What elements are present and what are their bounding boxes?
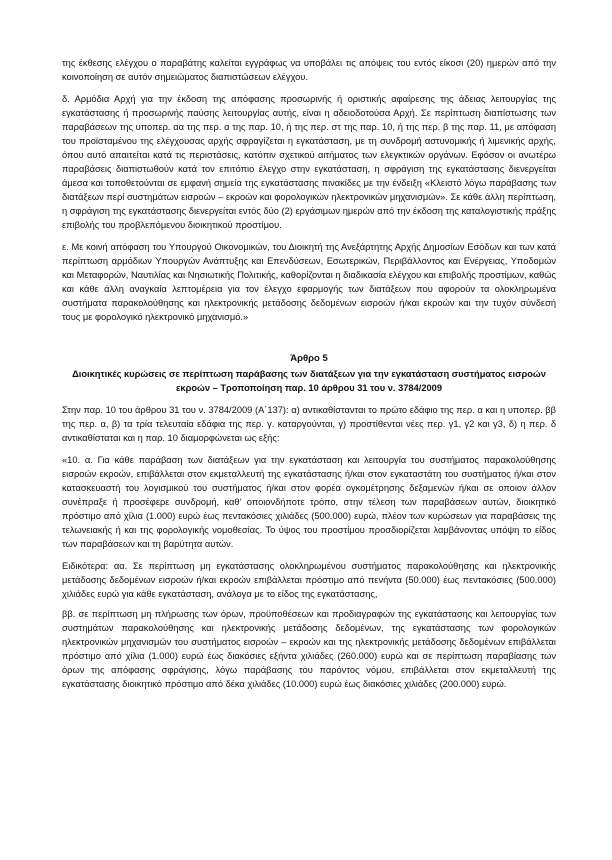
article-heading: Διοικητικές κυρώσεις σε περίπτωση παράβασης των διατάξεων για την εγκατάσταση συστήματος εισροών εκροών – Τροποποίηση παρ. 10 άρθρου 31 του ν. 3784/2009 bbox=[72, 369, 546, 393]
paragraph-specifically-aa: Ειδικότερα: αα. Σε περίπτωση μη εγκατάστασης ολοκληρωμένου συστήματος παρακολούθησης και ηλεκτρονικής μετάδοσης δεδομένων εισροών ή/και εκροών επιβάλλεται πρόστιμο από πενήντα (50.000) έως πεντακόσιες (500.000) χιλιάδες ευρώ για κάθε εγκατάσταση, ανάλογα με το είδος της εγκατάστασης, bbox=[62, 561, 556, 599]
paragraph-bb: ββ. σε περίπτωση μη πλήρωσης των όρων, προϋποθέσεων και προδιαγραφών της εγκατάστασης και λειτουργίας των συστημάτων παρακολούθησης και ηλεκτρονικής μετάδοσης δεδομένων, της εγκατάστασης των φορολογικών ηλεκτρονικών μηχανισμών του συστήματος εισροών – εκροών και της ηλεκτρονικής μετάδοσης δεδομένων επιβάλλεται πρόστιμο από χίλια (1.000) ευρώ έως διακόσιες εξήντα χιλιάδες (260.000) ευρώ και σε περίπτωση παραβίασης των όρων της απόφασης σφράγισης, λόγω παράβασης του παρόντος νόμου, επιβάλλεται στον εκμεταλλευτή της εγκατάστασης διοικητικό πρόστιμο από δέκα χιλιάδες (10.000) ευρώ έως διακόσιες χιλιάδες (200.000) ευρώ. bbox=[62, 609, 556, 689]
article-title: Άρθρο 5 bbox=[290, 353, 328, 364]
paragraph-amendment-intro: Στην παρ. 10 του άρθρου 31 του ν. 3784/2009 (Α΄137): α) αντικαθίστανται το πρώτο εδάφιο της περ. α και η υποπερ. ββ της περ. α, β) τα τρία τελευταία εδάφια της περ. γ. καταργούνται, γ) προστίθενται νέες περ. γ1, γ2 και γ3, δ) η περ. δ αντικαθίσταται και η παρ. 10 διαμορφώνεται ως εξής: bbox=[62, 405, 556, 443]
paragraph-joint-decision: ε. Με κοινή απόφαση του Υπουργού Οικονομικών, του Διοικητή της Ανεξάρτητης Αρχής Δημοσίων Εσόδων και των κατά περίπτωση αρμόδιων Υπουργών Ανάπτυξης και Επενδύσεων, Εσωτερικών, Περιβάλλοντος και Ενέργειας, Υποδομών και Μεταφορών, Ναυτιλίας και Νησιωτικής Πολιτικής, καθορίζονται η διαδικασία ελέγχου και επιβολής προστίμων, καθώς και κάθε άλλη αναγκαία λεπτομέρεια για τον έλεγχο εφαρμογής των διατάξεων που αφορούν τα ολοκληρωμένα συστήματα παρακολούθησης και ηλεκτρονικής μετάδοσης δεδομένων εισροών ή/και εκροών και την τυχόν σύνδεσή τους με φορολογικό ηλεκτρονικό μηχανισμό.» bbox=[62, 242, 556, 322]
paragraph-10a: «10. α. Για κάθε παράβαση των διατάξεων για την εγκατάσταση και λειτουργία του συστήματος παρακολούθησης εισροών εκροών, επιβάλλεται στον εκμεταλλευτή της εγκατάστασης ή/και στον εγκαταστάτη του συστήματος ή/και στον κατασκευαστή του λογισμικού του συστήματος ή/και στον φορέα ογκομέτρησης δεξαμενών ή/και σε οποιον άλλον συνέπραξε ή προσέφερε συνδρομή, καθ’ οποιονδήποτε τρόπο, στην τέλεση των παραβάσεων αυτών, διοικητικό πρόστιμο από χίλια (1.000) ευρώ έως πεντακόσιες χιλιάδες (500.000) ευρώ, πλέον των κυρώσεων για παραβάσεις της τελωνειακής ή και της φορολογικής νομοθεσίας. Το ύψος του προστίμου προσδιορίζεται λαμβάνοντας υπόψη το είδος των παραβάσεων και τη βαρύτητα αυτών. bbox=[62, 455, 556, 549]
paragraph-competent-authority: δ. Αρμόδια Αρχή για την έκδοση της απόφασης προσωρινής ή οριστικής αφαίρεσης της άδειας λειτουργίας της εγκατάστασης ή προσωρινής παύσης λειτουργίας αυτής, είναι η αδειοδοτούσα Αρχή. Σε περίπτωση διαπίστωσης των παραβάσεων της υποπερ. αα της περ. α της παρ. 10, ή της περ. στ της παρ. 10, ή της περ. β της παρ. 11, με απόφαση του προϊσταμένου της ελέγχουσας αρχής σφραγίζεται η εγκατάσταση, με τη συνδρομή αστυνομικής ή λιμενικής αρχής, όπου αυτό απαιτείται κατά τις περιστάσεις, κατόπιν σχετικού αιτήματος των ελεγκτικών οργάνων. Εφόσον οι ανωτέρω παραβάσεις διαπιστωθούν κατά τον επιτόπιο έλεγχο στην εγκατάσταση, η σφράγιση της εγκατάστασης διενεργείται άμεσα και τοποθετούνται σε εμφανή σημεία της εγκατάστασης πινακίδες με την ένδειξη «Κλειστό λόγω παράβασης των διατάξεων περί συστημάτων εισροών – εκροών και φορολογικών ηλεκτρονικών μηχανισμών». Σε κάθε άλλη περίπτωση, η σφράγιση της εγκατάστασης διενεργείται εντός δύο (2) εργάσιμων ημερών από την έκδοση της καταλογιστικής πράξης επιβολής του προβλεπόμενου διοικητικού προστίμου. bbox=[62, 94, 556, 230]
paragraph-inspection-report: της έκθεσης ελέγχου ο παραβάτης καλείται εγγράφως να υποβάλει τις απόψεις του εντός είκοσι (20) ημερών από την κοινοποίηση σε αυτόν σημειώματος διαπιστώσεων ελέγχου. bbox=[62, 58, 556, 82]
